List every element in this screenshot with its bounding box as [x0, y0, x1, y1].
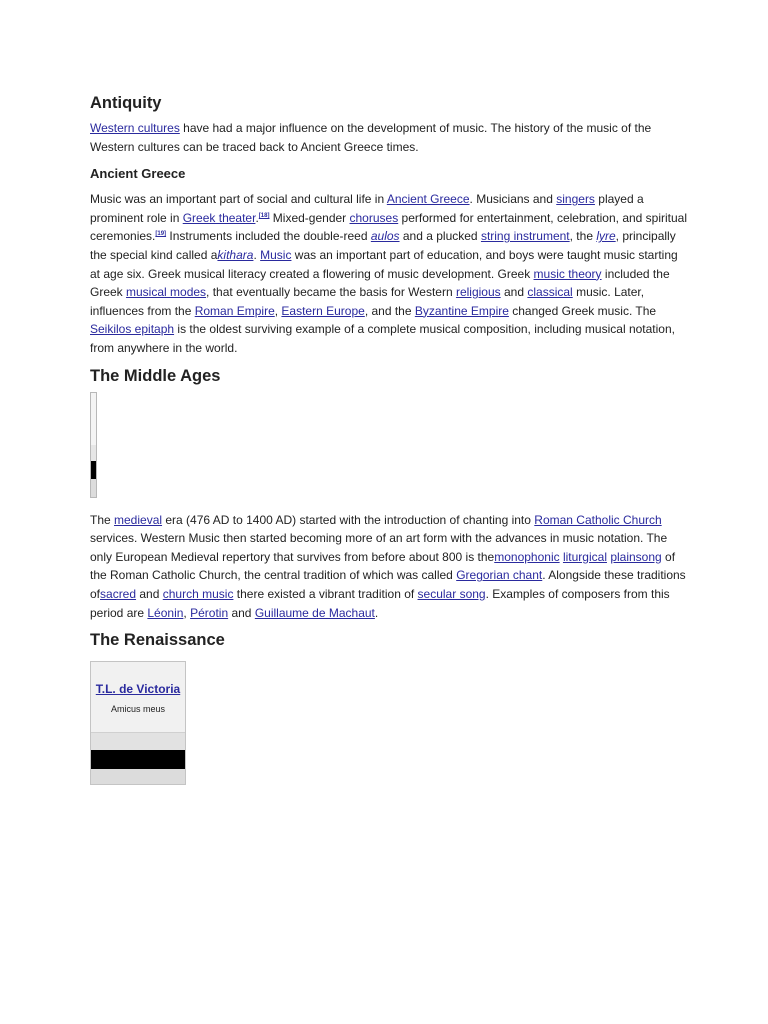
link-medieval[interactable]: medieval [114, 512, 163, 527]
heading-antiquity: Antiquity [90, 94, 162, 112]
text: included the Greek [90, 266, 670, 300]
text: and [500, 285, 528, 300]
text: . [253, 247, 261, 262]
text: of the Roman Catholic Church, the central tradition of which was called [90, 549, 676, 583]
link-eastern-europe[interactable]: Eastern Europe [281, 303, 365, 318]
text: performed for entertainment, celebration, and spiritual ceremonies. [90, 210, 688, 244]
link-religious[interactable]: religious [455, 285, 501, 300]
player-scroll-bar[interactable] [91, 769, 185, 784]
reference-link-18[interactable]: [18] [258, 212, 270, 219]
text: is the oldest surviving example of a complete musical composition, including musical notation, from anywhere in the world. [90, 322, 675, 355]
text: . Examples of composers from this period are [90, 586, 670, 620]
text: , [274, 303, 282, 318]
player-control-bar[interactable] [91, 732, 185, 750]
link-greek-theater[interactable]: Greek theater [182, 210, 256, 225]
link-roman-empire[interactable]: Roman Empire [194, 303, 275, 318]
player-progress-bar[interactable] [91, 750, 185, 769]
text: and [136, 586, 163, 601]
text: The [90, 512, 115, 527]
link-string-instrument[interactable]: string instrument [480, 229, 570, 244]
text: , [183, 605, 191, 620]
reference-18 [259, 213, 270, 219]
link-perotin[interactable]: Pérotin [190, 605, 229, 620]
text: services. Western Music then started becoming more of an art form with the advances in music notation. The only European Medieval repertory that survives from before about 800 is the [90, 531, 668, 564]
text: , principally the special kind called a [90, 229, 676, 262]
link-sacred[interactable]: sacred [100, 586, 137, 601]
audio-player-strip[interactable] [90, 392, 97, 498]
link-plainsong[interactable]: plainsong [610, 549, 662, 564]
text: Mixed-gender [269, 210, 350, 225]
text: played a prominent role in [90, 192, 644, 225]
link-leonin[interactable]: Léonin [147, 605, 184, 620]
text: , that eventually became the basis for Western [206, 285, 456, 300]
link-music[interactable]: Music [260, 247, 292, 262]
player-subtitle: Amicus meus [110, 704, 165, 715]
text: Music was an important part of social and cultural life in [90, 192, 387, 207]
player-progress-bar[interactable] [91, 461, 96, 479]
link-choruses[interactable]: choruses [349, 210, 399, 225]
player-control-bar[interactable] [91, 445, 96, 461]
link-singers[interactable]: singers [556, 192, 595, 207]
paragraph-ancient-greece [90, 190, 690, 357]
heading-middle-ages: The Middle Ages [90, 366, 221, 385]
link-roman-catholic-church[interactable]: Roman Catholic Church [534, 512, 662, 527]
link-byzantine-empire[interactable]: Byzantine Empire [414, 303, 509, 318]
heading-renaissance: The Renaissance [90, 631, 225, 650]
reference-19 [155, 231, 166, 237]
link-western-cultures[interactable]: Western cultures [90, 121, 180, 135]
article-content [90, 92, 690, 785]
text: changed Greek music. The [508, 303, 657, 318]
link-guillaume-de-machaut[interactable]: Guillaume de Machaut [254, 605, 375, 620]
link-musical-modes[interactable]: musical modes [126, 285, 207, 300]
player-scroll-bar[interactable] [91, 479, 96, 497]
text: . Musicians and [469, 192, 557, 207]
player-title-link[interactable]: T.L. de Victoria [95, 682, 181, 697]
paragraph-middle-ages [90, 511, 690, 623]
audio-player-box [90, 661, 186, 785]
text: . [255, 210, 259, 225]
text: there existed a vibrant tradition of [233, 586, 418, 601]
text: era (476 AD to 1400 AD) started with the introduction of chanting into [162, 512, 535, 527]
link-gregorian-chant[interactable]: Gregorian chant [456, 568, 543, 583]
link-ancient-greece[interactable]: Ancient Greece [386, 192, 470, 207]
link-seikilos-epitaph[interactable]: Seikilos epitaph [90, 322, 175, 337]
link-secular-song[interactable]: secular song [417, 586, 486, 601]
link-classical[interactable]: classical [527, 285, 573, 300]
link-church-music[interactable]: church music [162, 586, 234, 601]
reference-link-19[interactable]: [19] [155, 231, 167, 238]
text: and a plucked [399, 229, 481, 244]
link-liturgical[interactable]: liturgical [562, 549, 607, 564]
text: , and the [364, 303, 415, 318]
text: Instruments included the double-reed [166, 229, 371, 244]
paragraph-antiquity [90, 119, 690, 156]
text: . [374, 605, 379, 620]
link-kithara[interactable]: kithara [217, 247, 254, 262]
link-lyre[interactable]: lyre [596, 229, 616, 244]
text: . Alongside these traditions of [90, 568, 686, 601]
link-aulos[interactable]: aulos [370, 229, 400, 244]
text: was an important part of education, and boys were taught music starting at age six. Greek musical literacy created a flowering of music development. Greek [90, 247, 678, 281]
heading-ancient-greece: Ancient Greece [90, 166, 186, 182]
link-monophonic[interactable]: monophonic [494, 549, 560, 564]
text: have had a major influence on the development of music. The history of the music of the Western cultures can be traced back to Ancient Greece times. [90, 121, 652, 154]
text: music. Later, influences from the [90, 285, 645, 318]
link-music-theory[interactable]: music theory [533, 266, 602, 281]
text: , the [569, 229, 597, 244]
text: and [228, 605, 255, 620]
